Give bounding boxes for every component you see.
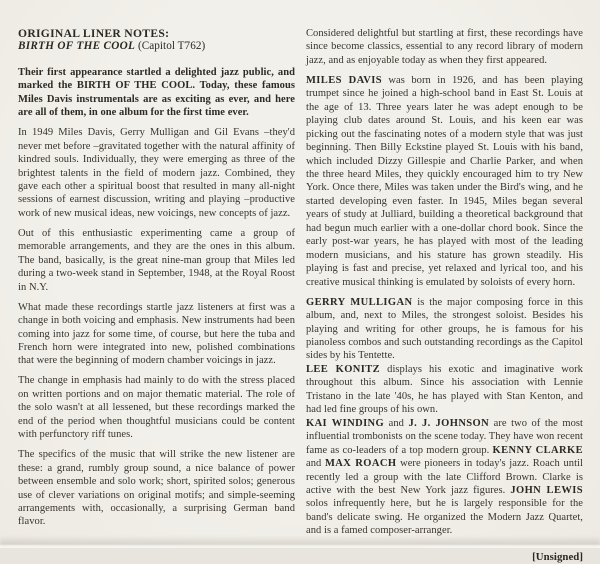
paragraph xyxy=(18,126,295,220)
album-title-line xyxy=(18,40,295,53)
text-run: solos infrequently here, but he is largely responsible for the band's delicate swing. He organized the Modern Jazz Quartet, and is a famed composer-arranger. xyxy=(306,498,583,537)
paragraph xyxy=(18,66,295,120)
musician-name: MILES DAVIS xyxy=(306,74,382,86)
paragraph xyxy=(306,74,583,289)
text-run: The specifics of the music that will strike the new listener are these: a grand, rumbly group sound, a nice balance of power between ensemble and solo work; short, spirited solos; generous use of clever variations on original motifs; and simple-seeming arrangements with, occasionally, a surprising German band flavor. xyxy=(18,449,295,528)
signature: [Unsigned] xyxy=(532,550,583,563)
paragraph xyxy=(306,417,583,538)
text-run: and xyxy=(384,417,409,429)
liner-notes-header xyxy=(18,27,295,54)
musician-name: GERRY MULLIGAN xyxy=(306,296,413,308)
left-column xyxy=(18,27,295,564)
musician-name: MAX ROACH xyxy=(325,458,397,470)
text-run: is the major composing force in this album, and, next to Miles, the strongest soloist. Besides his playing and writing for other groups, he is famous for his pianoless combos and such outstanding recordings as the Capitol sides by his Tentette. xyxy=(306,296,583,362)
catalog-number: (Capitol T762) xyxy=(135,40,206,53)
text-run: Considered delightful but startling at first, these recordings have since become classics, essential to any record library of modern jazz, and as enjoyable today as when they first appeared. xyxy=(306,28,583,66)
text-run: What made these recordings startle jazz listeners at first was a change in both voicing and emphasis. New instruments had been coming into jazz for some time, of course, but here the tuba and French horn were integrated into new, polished combinations that were the beginning of modern chamber voicings in jazz. xyxy=(18,301,295,367)
musician-name: KENNY CLARKE xyxy=(492,444,583,456)
musician-name: KAI WINDING xyxy=(306,417,385,429)
right-column-paragraphs xyxy=(306,27,583,538)
album-title: BIRTH OF THE COOL xyxy=(18,40,136,53)
paragraph xyxy=(18,448,295,529)
paragraph xyxy=(306,296,583,363)
text-run: was born in 1926, and has been playing trumpet since he joined a high-school band in East St. Louis at the age of 13. Three years later he was adept enough to be playing club dates around St. Louis, and his keen ear was picking out the fascinating notes of a modern style that was just beginning. Then Billy Eckstine played St. Louis with his band, which included Dizzy Gillespie and Charlie Parker, and when the three heard Miles, they quickly encouraged him to try New York. Once there, Miles was taken under the Bird's wing, and he started developing even faster. In 1945, Miles began several years of study at Julliard, building a theoretical background that had begun much earlier with a one-dollar chord book. Since the early post-war years, he has played with most of the leading modern musicians, and his stature has grown steadily. His playing is fast and precise, yet relaxed and lyrical too, and his creative musical thinking is emulated by soloists of every horn. xyxy=(306,74,583,288)
right-column xyxy=(306,27,583,564)
text-run: were pioneers in today's jazz. Roach until recently led a group with the late Clifford Brown. Clarke is active with the best New York jazz figures. xyxy=(306,458,583,496)
musician-name: LEE KONITZ xyxy=(306,363,381,375)
text-run: The change in emphasis had mainly to do with the stress placed on written portions and on major thematic material. The role of the solo wasn't at all lessened, but these recordings marked the end of the period when thoughtful musicians could be content with perfunctory riff tunes. xyxy=(18,375,295,441)
header-kicker: ORIGINAL LINER NOTES: xyxy=(18,27,170,40)
text-run: In 1949 Miles Davis, Gerry Mulligan and Gil Evans –they'd never met before –gravitated together with the natural affinity of kindred souls. Individually, they were emerging as three of the brightest talents in the field of modern jazz. Combined, they gave each other a spiritual boost that resulted in many all-night sessions of earnest discussion, writing and playing –productive work of new musical ideas, new voicings, new concepts of jazz. xyxy=(18,127,295,219)
paragraph xyxy=(18,301,295,368)
paragraph xyxy=(306,363,583,417)
text-run: and xyxy=(306,458,325,470)
paragraph xyxy=(18,227,295,294)
left-column-paragraphs xyxy=(18,66,295,529)
text-run: Out of this enthusiastic experimenting came a group of memorable arrangements, and they are the ones in this album. The band, basically, is the great nine-man group that Miles led during a two-week stand in September, 1948, at the Royal Roost in N.Y. xyxy=(18,227,295,293)
text-run: displays his exotic and imaginative work throughout this album. Since his association with Lennie Tristano in the late '40s, he has played with Stan Kenton, and had led fine groups of his own. xyxy=(306,363,583,416)
text-run: are two of the most influential trombonists on the scene today. They have won recent fame as co-leaders of a top modern group. xyxy=(306,417,583,456)
text-run: Their first appearance startled a delighted jazz public, and marked the BIRTH OF THE COOL. Today, these famous Miles Davis instrumentals are as exciting as ever, and here are all of them, in one album for the first time ever. xyxy=(18,66,295,119)
musician-name: JOHN LEWIS xyxy=(510,484,583,496)
musician-name: J. J. JOHNSON xyxy=(408,417,490,429)
paragraph xyxy=(18,374,295,441)
paragraph xyxy=(306,27,583,67)
